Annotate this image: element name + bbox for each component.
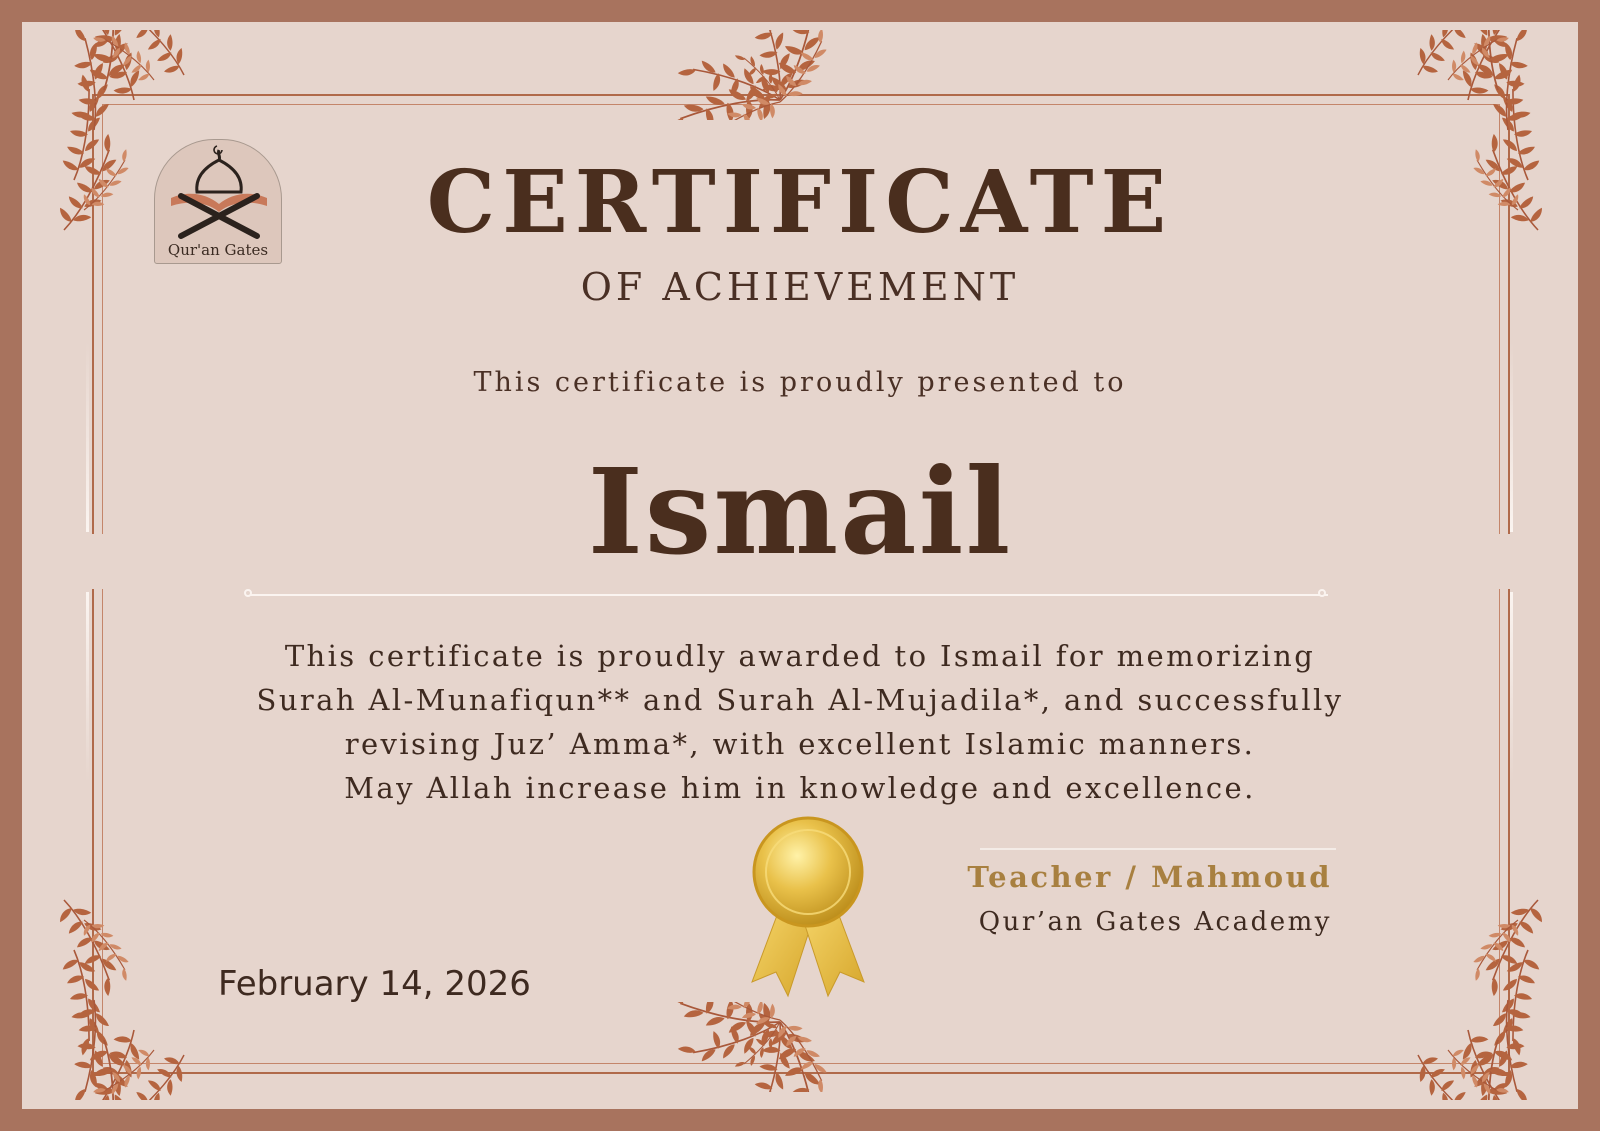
award-date: February 14, 2026 bbox=[218, 964, 531, 1004]
top-center-ornament bbox=[620, 30, 940, 120]
teacher-signature: Teacher / Mahmoud bbox=[967, 860, 1332, 894]
left-frame-highlight bbox=[86, 592, 89, 782]
recipient-name: Ismail bbox=[587, 442, 1013, 581]
underline-end-dot bbox=[1318, 589, 1326, 597]
academy-name: Qur’an Gates Academy bbox=[978, 907, 1332, 937]
presented-to-text: This certificate is proudly presented to bbox=[473, 367, 1127, 398]
bottom-center-ornament bbox=[620, 1002, 940, 1092]
underline-end-dot bbox=[244, 589, 252, 597]
signature-line bbox=[980, 848, 1336, 850]
gold-award-ribbon-icon bbox=[738, 812, 878, 1002]
description-line: May Allah increase him in knowledge and excellence. bbox=[344, 771, 1256, 805]
certificate-title: CERTIFICATE bbox=[426, 152, 1174, 253]
certificate-sheet bbox=[22, 22, 1578, 1109]
certificate-subtitle: OF ACHIEVEMENT bbox=[580, 265, 1020, 309]
award-description bbox=[172, 634, 1428, 810]
description-line: This certificate is proudly awarded to Ismail for memorizing bbox=[284, 639, 1316, 673]
name-underline bbox=[250, 594, 1328, 596]
logo-text: Qur'an Gates bbox=[167, 241, 269, 259]
description-line: revising Juz’ Amma*, with excellent Islamic manners. bbox=[344, 727, 1256, 761]
description-line: Surah Al-Munafiqun** and Surah Al-Mujadila*, and successfully bbox=[256, 683, 1344, 717]
right-frame-highlight bbox=[1510, 592, 1513, 782]
corner-ornament-bottom-right bbox=[1328, 870, 1558, 1100]
